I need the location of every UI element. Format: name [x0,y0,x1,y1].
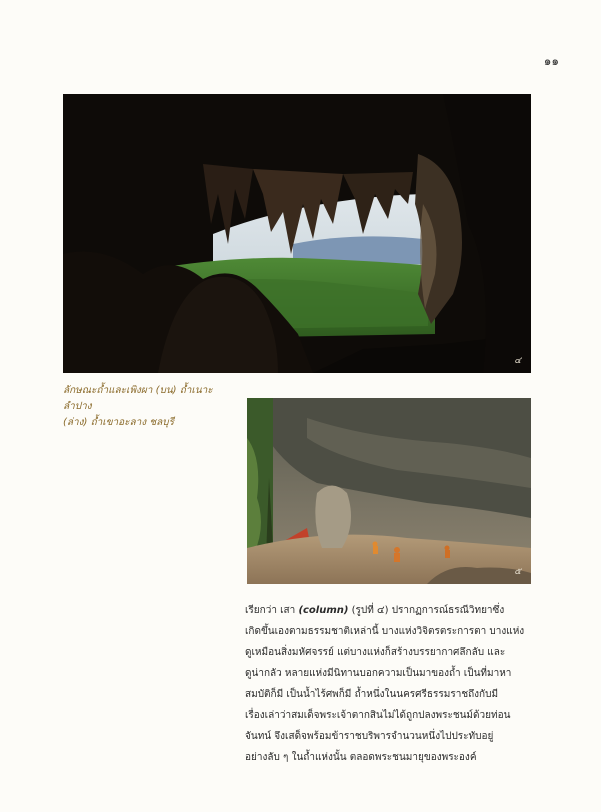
body-line-prefix: เรียกว่า เสา [245,605,296,616]
body-line [245,600,535,621]
body-line-suffix: (รูปที่ ๔) ปรากฏการณ์ธรณีวิทยาซึ่ง [351,605,505,616]
body-line: จันทน์ จึงเสด็จพร้อมข้าราชบริพารจำนวนหนึ่งไปประทับอยู่ [245,731,494,742]
photo-caption [63,383,243,431]
body-line: เกิดขึ้นเองตามธรรมชาติเหล่านี้ บางแห่งวิจิตรตระการตา บางแห่ง [245,626,525,637]
cave-opening-photo [63,94,531,373]
body-term: (column) [298,605,349,616]
body-line: สมบัติก็มี เป็นน้ำไร้ศพก็มี ถ้ำหนึ่งในนครศรีธรรมราชถึงกับมี [245,689,499,700]
body-line: ดูน่ากลัว หลายแห่งมีนิทานบอกความเป็นมาของถ้ำ เป็นที่มาหา [245,668,512,679]
body-line: อย่างลับ ๆ ในถ้ำแห่งนั้น ตลอดพระชนมายุของพระองค์ [245,752,477,763]
photo-number-label: ๔ [514,356,521,366]
body-line: ดูเหมือนสิ่งมหัศจรรย์ แต่บางแห่งก็สร้างบรรยากาศลึกลับ และ [245,647,506,658]
caption-line: (ล่าง) ถ้ำเขาอะลาง ชลบุรี [63,417,174,428]
rock-overhang-illustration [247,398,531,584]
photo-number-label: ๕ [514,567,521,577]
cave-opening-illustration [63,94,531,373]
page-number: ๑๑ [543,54,559,68]
body-paragraph [245,600,535,768]
body-line: เรื่องเล่าว่าสมเด็จพระเจ้าตากสินไม่ได้ถูกปลงพระชนม์ด้วยท่อน [245,710,511,721]
caption-line: ลักษณะถ้ำและเพิงผา (บน) ถ้ำเนาะ ลำปาง [63,385,213,412]
rock-overhang-photo [247,398,531,584]
